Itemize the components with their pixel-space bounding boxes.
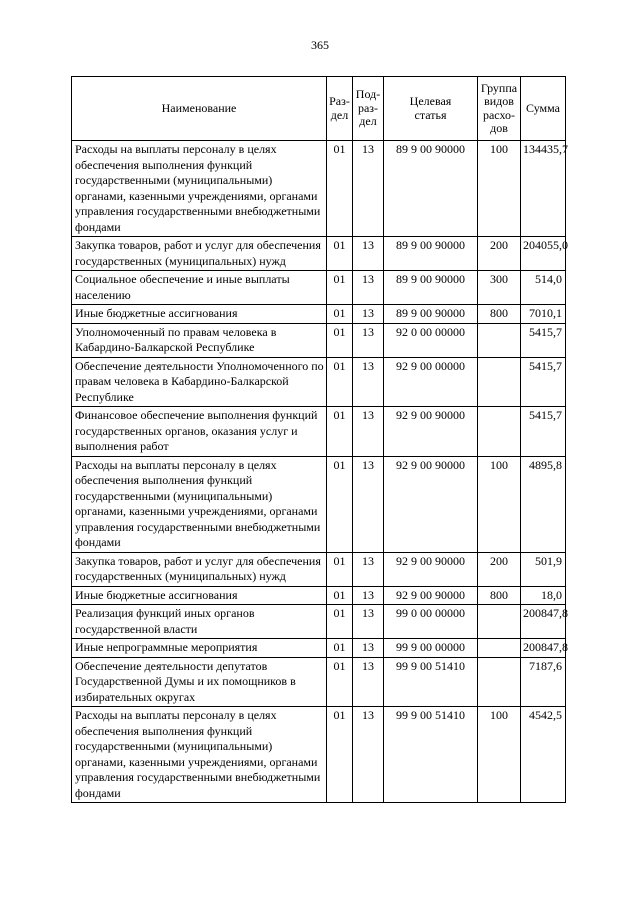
- row-name: Иные бюджетные ассигнования: [72, 305, 327, 324]
- header-name: Наименование: [72, 77, 327, 141]
- row-sum: 134435,7: [521, 141, 566, 237]
- row-group: [478, 407, 521, 457]
- row-sum: 200847,8: [521, 639, 566, 658]
- row-target: 92 9 00 90000: [384, 456, 478, 552]
- row-target: 99 9 00 51410: [384, 657, 478, 707]
- row-razdel: 01: [327, 141, 353, 237]
- row-target: 99 9 00 51410: [384, 707, 478, 803]
- row-group: 300: [478, 271, 521, 305]
- row-target: 99 0 00 00000: [384, 605, 478, 639]
- row-group: 200: [478, 237, 521, 271]
- row-target: 89 9 00 90000: [384, 141, 478, 237]
- row-sum: 7010,1: [521, 305, 566, 324]
- row-target: 92 0 00 00000: [384, 323, 478, 357]
- row-name: Закупка товаров, работ и услуг для обеспечения государственных (муниципальных) нужд: [72, 552, 327, 586]
- row-sum: 4542,5: [521, 707, 566, 803]
- row-sum: 204055,0: [521, 237, 566, 271]
- row-sum: 18,0: [521, 586, 566, 605]
- row-sum: 7187,6: [521, 657, 566, 707]
- row-group: 100: [478, 456, 521, 552]
- row-sum: 5415,7: [521, 407, 566, 457]
- row-podrazdel: 13: [353, 552, 384, 586]
- row-target: 89 9 00 90000: [384, 305, 478, 324]
- table-row: [72, 552, 566, 586]
- row-target: 89 9 00 90000: [384, 271, 478, 305]
- row-razdel: 01: [327, 237, 353, 271]
- row-target: 92 9 00 90000: [384, 552, 478, 586]
- row-name: Расходы на выплаты персоналу в целях обеспечения выполнения функций государственными (муниципальными) органами, казенными учреждениями, органами управления государственными внебюджетными фондами: [72, 456, 327, 552]
- row-razdel: 01: [327, 305, 353, 324]
- table-row: [72, 305, 566, 324]
- row-sum: 514,0: [521, 271, 566, 305]
- row-razdel: 01: [327, 552, 353, 586]
- row-name: Социальное обеспечение и иные выплаты населению: [72, 271, 327, 305]
- table-row: [72, 586, 566, 605]
- row-name: Закупка товаров, работ и услуг для обеспечения государственных (муниципальных) нужд: [72, 237, 327, 271]
- table-row: [72, 323, 566, 357]
- table-row: [72, 456, 566, 552]
- table-row: [72, 237, 566, 271]
- row-group: [478, 605, 521, 639]
- row-podrazdel: 13: [353, 456, 384, 552]
- row-razdel: 01: [327, 639, 353, 658]
- row-group: 200: [478, 552, 521, 586]
- row-razdel: 01: [327, 707, 353, 803]
- page-number: 365: [311, 38, 329, 52]
- row-name: Расходы на выплаты персоналу в целях обеспечения выполнения функций государственными (муниципальными) органами, казенными учреждениями, органами управления государственными внебюджетными фондами: [72, 707, 327, 803]
- budget-table: [71, 76, 566, 803]
- row-target: 92 9 00 00000: [384, 357, 478, 407]
- row-podrazdel: 13: [353, 357, 384, 407]
- row-razdel: 01: [327, 605, 353, 639]
- row-name: Реализация функций иных органов государственной власти: [72, 605, 327, 639]
- table-row: [72, 657, 566, 707]
- row-razdel: 01: [327, 323, 353, 357]
- row-name: Обеспечение деятельности Уполномоченного по правам человека в Кабардино-Балкарской Республике: [72, 357, 327, 407]
- row-name: Иные бюджетные ассигнования: [72, 586, 327, 605]
- row-sum: 4895,8: [521, 456, 566, 552]
- row-group: 800: [478, 586, 521, 605]
- row-name: Иные непрограммные мероприятия: [72, 639, 327, 658]
- row-razdel: 01: [327, 271, 353, 305]
- row-sum: 501,9: [521, 552, 566, 586]
- row-podrazdel: 13: [353, 323, 384, 357]
- row-name: Обеспечение деятельности депутатов Государственной Думы и их помощников в избирательных округах: [72, 657, 327, 707]
- row-sum: 5415,7: [521, 357, 566, 407]
- row-razdel: 01: [327, 657, 353, 707]
- table-row: [72, 357, 566, 407]
- row-group: [478, 657, 521, 707]
- row-group: 100: [478, 141, 521, 237]
- row-group: [478, 357, 521, 407]
- row-name: Расходы на выплаты персоналу в целях обеспечения выполнения функций государственными (муниципальными) органами, казенными учреждениями, органами управления государственными внебюджетными фондами: [72, 141, 327, 237]
- row-group: [478, 323, 521, 357]
- row-razdel: 01: [327, 456, 353, 552]
- row-razdel: 01: [327, 586, 353, 605]
- row-podrazdel: 13: [353, 271, 384, 305]
- table-row: [72, 605, 566, 639]
- row-group: [478, 639, 521, 658]
- header-razdel: Раз- дел: [327, 77, 353, 141]
- table-body: [72, 141, 566, 803]
- table-row: [72, 707, 566, 803]
- table-row: [72, 407, 566, 457]
- row-group: 800: [478, 305, 521, 324]
- table-header-row: [72, 77, 566, 141]
- row-sum: 200847,8: [521, 605, 566, 639]
- row-podrazdel: 13: [353, 639, 384, 658]
- header-sum: Сумма: [521, 77, 566, 141]
- table-row: [72, 639, 566, 658]
- row-name: Финансовое обеспечение выполнения функций государственных органов, оказания услуг и выполнения работ: [72, 407, 327, 457]
- header-group: Группа видов расхо- дов: [478, 77, 521, 141]
- row-podrazdel: 13: [353, 605, 384, 639]
- row-podrazdel: 13: [353, 305, 384, 324]
- header-podrazdel: Под- раз- дел: [353, 77, 384, 141]
- row-sum: 5415,7: [521, 323, 566, 357]
- row-name: Уполномоченный по правам человека в Кабардино-Балкарской Республике: [72, 323, 327, 357]
- row-target: 92 9 00 90000: [384, 586, 478, 605]
- row-podrazdel: 13: [353, 237, 384, 271]
- row-group: 100: [478, 707, 521, 803]
- row-target: 99 9 00 00000: [384, 639, 478, 658]
- row-podrazdel: 13: [353, 707, 384, 803]
- row-razdel: 01: [327, 407, 353, 457]
- row-razdel: 01: [327, 357, 353, 407]
- row-podrazdel: 13: [353, 141, 384, 237]
- row-podrazdel: 13: [353, 586, 384, 605]
- table-row: [72, 141, 566, 237]
- row-podrazdel: 13: [353, 407, 384, 457]
- header-target: Целевая статья: [384, 77, 478, 141]
- row-target: 92 9 00 90000: [384, 407, 478, 457]
- table-row: [72, 271, 566, 305]
- row-podrazdel: 13: [353, 657, 384, 707]
- row-target: 89 9 00 90000: [384, 237, 478, 271]
